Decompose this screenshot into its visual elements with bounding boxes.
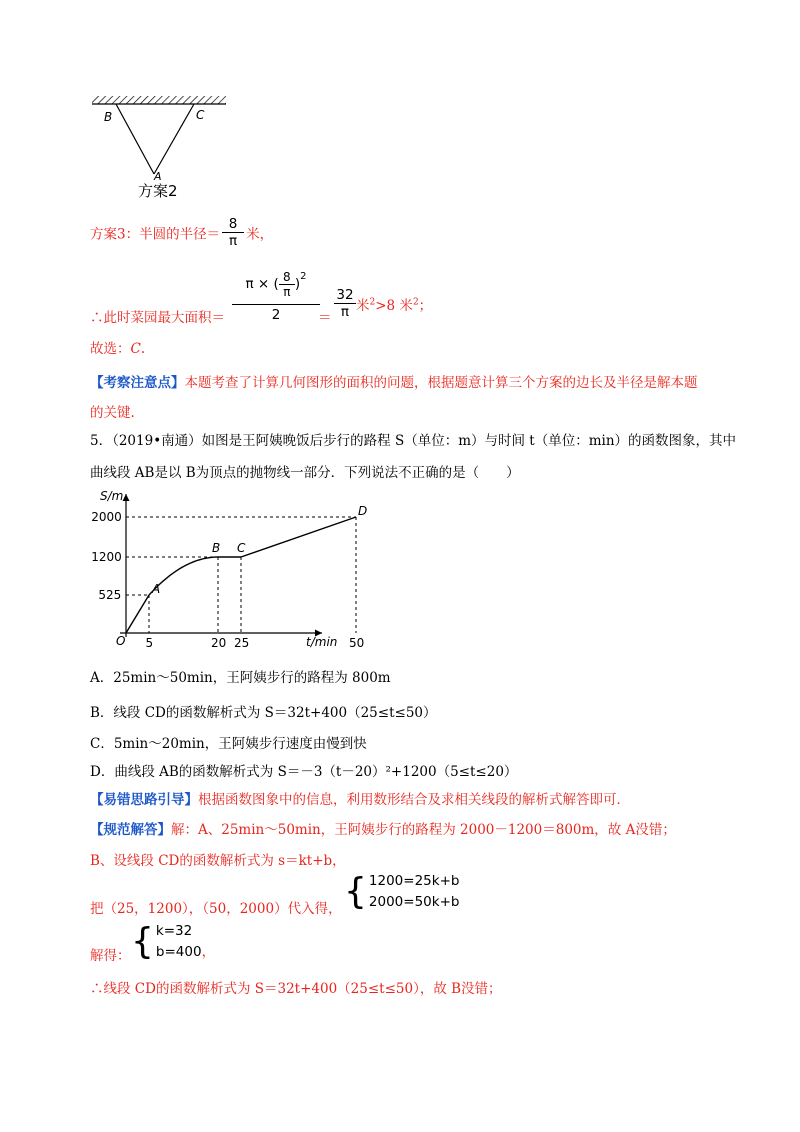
y-tick-2000: 2000 xyxy=(91,510,122,524)
plan2-figure xyxy=(88,92,238,202)
plan3-line xyxy=(90,216,273,249)
x-axis-label: t/min xyxy=(306,635,338,649)
plan3-suffix: 米， xyxy=(246,226,274,243)
solution-line5: ∴线段 CD的函数解析式为 S＝32t+400（25≤t≤50），故 B没错； xyxy=(90,981,502,997)
solution-line4: 解得： xyxy=(90,948,131,964)
note-line2: 的关键. xyxy=(90,405,135,421)
area-prefix: ∴此时菜园最大面积＝ xyxy=(90,310,225,326)
question-5-line2: 曲线段 AB是以 B为顶点的抛物线一部分．下列说法不正确的是（ ） xyxy=(90,465,520,481)
equation-system-2: { k=32 b=400， xyxy=(131,921,216,962)
segment-OA xyxy=(126,595,149,633)
point-label-D: D xyxy=(358,504,368,518)
question-5-line1: 5．（2019•南通）如图是王阿姨晚饭后步行的路程 S（单位：m）与时间 t（单位：min）的函数图象，其中 xyxy=(90,433,737,449)
option-b: B．线段 CD的函数解析式为 S＝32t+400（25≤t≤50） xyxy=(90,705,437,721)
area-expression: π × ( $\frac{8}{\pi}$ ) $^2$ 2 xyxy=(232,265,320,323)
x-tick-50: 50 xyxy=(349,636,365,650)
area-result: $\frac{32}{\pi}$ 米$^2$>8 米$^2$； xyxy=(334,287,432,320)
x-tick-5: 5 xyxy=(145,636,154,650)
note-line1: 【考察注意点】本题考查了计算几何图形的面积的问题，根据题意计算三个方案的边长及半径是解本题 xyxy=(90,375,698,391)
plan3-prefix: 方案3：半圆的半径＝ xyxy=(90,226,221,243)
plan3-radius-fraction: $\frac{8}{\pi}$ xyxy=(222,216,244,249)
solution-line1: 【规范解答】解：A、25min～50min，王阿姨步行的路程为 2000－1200＝800m，故 A没错； xyxy=(90,822,676,838)
hint-line: 【易错思路引导】根据函数图象中的信息，利用数形结合及求相关线段的解析式解答即可． xyxy=(90,792,630,808)
wall-hatch xyxy=(92,96,226,104)
origin-label: O xyxy=(116,634,126,648)
x-tick-20: 20 xyxy=(211,636,227,650)
segment-CD xyxy=(241,517,356,557)
distance-time-chart xyxy=(84,484,368,658)
y-axis-label: S/m xyxy=(100,489,124,503)
point-label-C: C xyxy=(237,541,246,555)
y-tick-525: 525 xyxy=(98,588,122,602)
option-c: C．5min～20min，王阿姨步行速度由慢到快 xyxy=(90,736,367,752)
figure-caption: 方案2 xyxy=(138,182,178,200)
point-label-B: B xyxy=(212,541,221,555)
fence-ca xyxy=(154,104,194,174)
area-equals: ＝ xyxy=(318,310,332,326)
point-label-A: A xyxy=(152,582,161,596)
solution-line2: B、设线段 CD的函数解析式为 s＝kt+b， xyxy=(90,853,346,869)
equation-system-1: { 1200=25k+b 2000=50k+b xyxy=(344,871,460,912)
label-c: C xyxy=(196,108,205,122)
fence-ba xyxy=(116,104,154,174)
x-tick-25: 25 xyxy=(234,636,250,650)
label-b: B xyxy=(104,110,113,124)
answer-choice: 故选：C. xyxy=(90,341,146,357)
option-a: A．25min～50min，王阿姨步行的路程为 800m xyxy=(90,670,391,686)
label-a: A xyxy=(154,170,162,183)
option-d: D．曲线段 AB的函数解析式为 S＝－3（t－20）²+1200（5≤t≤20） xyxy=(90,764,518,780)
solution-line3: 把（25，1200），（50，2000）代入得， xyxy=(90,901,342,917)
y-tick-1200: 1200 xyxy=(91,550,122,564)
